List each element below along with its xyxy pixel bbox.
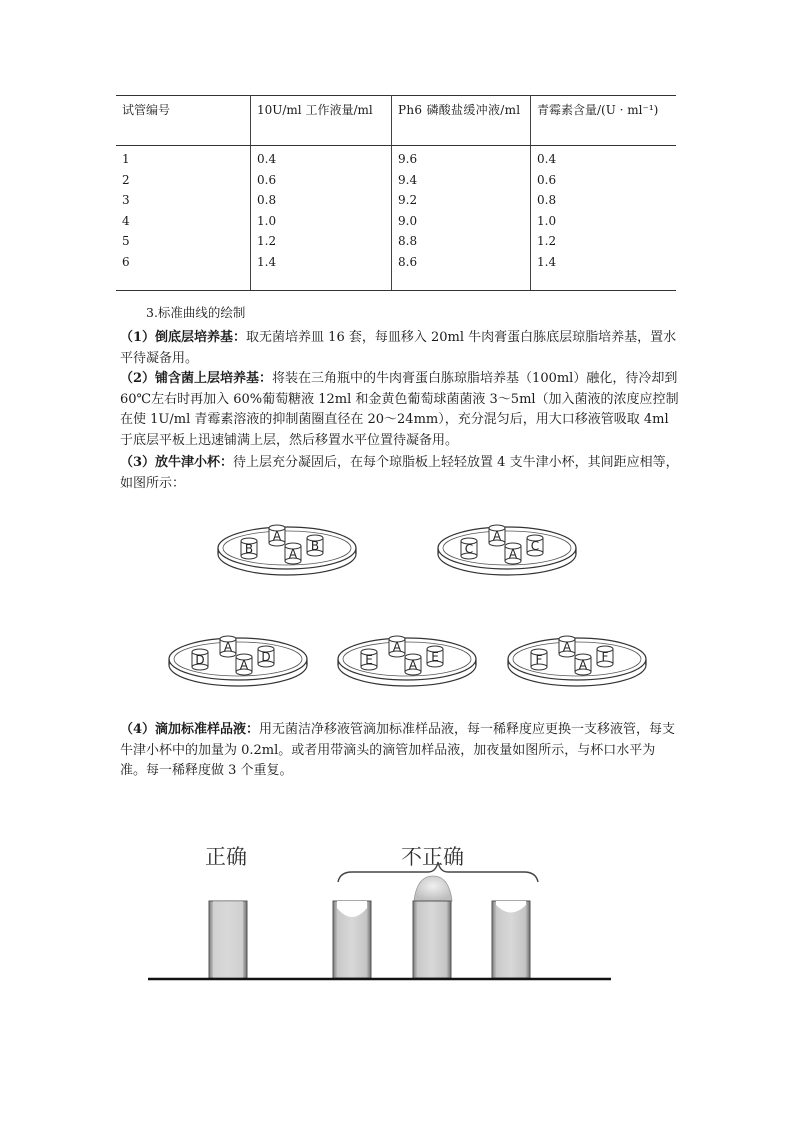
cup-letter: A: [562, 640, 572, 654]
cup-letter: E: [365, 653, 373, 667]
cup-letter: B: [310, 539, 320, 553]
table-header-buffer: [392, 96, 531, 146]
oxford-cup: [258, 646, 274, 667]
table-cell: 1.0: [251, 211, 392, 232]
cup-letter: A: [392, 640, 402, 654]
table-cell: 0.8: [531, 190, 677, 211]
oxford-cup: [531, 649, 547, 670]
cup-overfilled: [413, 876, 452, 978]
table-cell: 8.8: [392, 231, 531, 252]
petri-dish-diagram: [0, 505, 794, 690]
table-header-row: [116, 96, 676, 146]
table-header-penicillin-content: 青霉素含量/(U · ml⁻¹): [531, 96, 677, 146]
table-cell: 4: [122, 213, 130, 228]
oxford-cup: [389, 636, 405, 657]
oxford-cup: [236, 654, 252, 675]
oxford-cup: [285, 543, 301, 564]
table-header-buffer-label: Ph6 磷酸盐缓冲液/ml: [398, 103, 521, 117]
table-cell: 1.4: [531, 252, 677, 291]
table-header-tube-number: 试管编号: [116, 96, 251, 146]
cup-letter: A: [492, 529, 502, 543]
oxford-cup: [527, 535, 543, 556]
oxford-cup: [505, 543, 521, 564]
table-cell: 0.6: [251, 170, 392, 191]
paragraph-place-oxford-cups: [120, 453, 680, 494]
incorrect-label: 不正确: [401, 845, 464, 869]
table-body: [116, 146, 676, 291]
table-cell: 9.2: [392, 190, 531, 211]
paragraph-label: （3）放牛津小杯：: [120, 455, 234, 470]
table-cell: 2: [122, 172, 130, 187]
cup-letter: B: [244, 542, 254, 556]
cup-letter: F: [601, 650, 609, 664]
table-row: [116, 146, 676, 170]
paragraph-label: （4）滴加标准样品液：: [120, 722, 260, 737]
petri-dish: [508, 636, 646, 686]
paragraph-spread-upper-layer: [120, 369, 680, 451]
table-row: [116, 190, 676, 211]
table-cell: 5: [122, 234, 130, 248]
paragraph-label: （1）倒底层培养基：: [120, 330, 247, 345]
cup-letter: C: [530, 539, 540, 553]
cup-letter: A: [272, 529, 282, 543]
oxford-cup: [269, 525, 285, 546]
cup-letter: C: [464, 542, 474, 556]
table-cell: 1.2: [251, 231, 392, 252]
cup-deeply-underfilled: [492, 901, 530, 978]
table-row: [116, 252, 676, 291]
table-row: [116, 170, 676, 191]
cup-letter: A: [408, 658, 418, 672]
cup-letter: F: [535, 653, 543, 667]
oxford-cup: [489, 525, 505, 546]
table-row: [116, 231, 676, 252]
cup-letter: D: [195, 653, 205, 667]
table-cell: 1.4: [251, 252, 392, 291]
paragraph-add-standard-solution: [120, 720, 680, 782]
oxford-cup: [192, 649, 208, 670]
oxford-cup: [307, 535, 323, 556]
oxford-cup: [575, 654, 591, 675]
paragraph-text: 将装在三角瓶中的牛肉膏蛋白胨琼脂培养基（100ml）融化，待冷却到 60℃左右时再加入 60%葡萄糖液 12ml 和金黄色葡萄球菌菌液 3～5ml（加入菌液的浓度应控制在使 1U/ml 青霉素溶液的抑制菌圈直径在 20～24mm），充分混匀后，用大口移液管吸取 4ml 于底层平板上迅速铺满上层，然后移置水平位置待凝备用。: [120, 371, 679, 448]
cup-letter: A: [288, 547, 298, 561]
table-cell: 0.4: [531, 146, 677, 170]
table-cell: 3: [122, 193, 130, 207]
dilution-table: [116, 95, 676, 291]
table-cell: 9.0: [392, 211, 531, 232]
paragraph-text: 用无菌洁净移液管滴加标准样品液，每一稀释度应更换一支移液管，每支牛津小杯中的加量为 0.2ml。或者用带滴头的滴管加样品液，加夜量如图所示，与杯口水平为准。每一稀释度做 3 个重复。: [120, 722, 676, 778]
table-cell: 8.6: [392, 252, 531, 291]
paragraph-text: 待上层充分凝固后，在每个琼脂板上轻轻放置 4 支牛津小杯，其间距应相等，如图所示：: [120, 455, 679, 491]
cup-letter: E: [431, 650, 439, 664]
oxford-cup: [405, 654, 421, 675]
table-cell: 0.8: [251, 190, 392, 211]
table-cell: 6: [116, 252, 251, 291]
paragraph-text: 取无菌培养皿 16 套，每皿移入 20ml 牛肉膏蛋白胨底层琼脂培养基，置水平待凝备用。: [120, 330, 677, 366]
paragraph-pour-bottom-layer: [120, 328, 680, 369]
oxford-cup: [597, 646, 613, 667]
table-header-working-solution: 10U/ml 工作液量/ml: [251, 96, 392, 146]
oxford-cup: [427, 646, 443, 667]
table-cell: 1.0: [531, 211, 677, 232]
table-cell: 1: [122, 152, 130, 166]
table-cell: 9.4: [392, 170, 531, 191]
petri-dish: [218, 525, 356, 575]
oxford-cup: [241, 538, 257, 559]
table-cell: 9.6: [392, 146, 531, 170]
oxford-cup: [220, 636, 236, 657]
petri-dish: [338, 636, 476, 686]
table-cell: 0.4: [251, 146, 392, 170]
oxford-cup: [361, 649, 377, 670]
oxford-cup: [461, 538, 477, 559]
table-cell: 1.2: [531, 231, 677, 252]
paragraph-label: （2）铺含菌上层培养基：: [120, 371, 273, 386]
cup-letter: A: [223, 640, 233, 654]
petri-dish: [169, 636, 307, 686]
section-heading: 3.标准曲线的绘制: [146, 305, 246, 320]
table-row: [116, 211, 676, 232]
cup-correct: [209, 901, 247, 978]
petri-dish: [438, 525, 576, 575]
cup-letter: A: [578, 658, 588, 672]
oxford-cup: [559, 636, 575, 657]
table-cell: 0.6: [531, 170, 677, 191]
cup-letter: A: [239, 658, 249, 672]
cup-letter: A: [508, 547, 518, 561]
cup-filling-diagram: [0, 830, 794, 995]
cup-underfilled: [333, 901, 371, 978]
correct-label: 正确: [205, 845, 247, 869]
cup-letter: D: [261, 650, 271, 664]
